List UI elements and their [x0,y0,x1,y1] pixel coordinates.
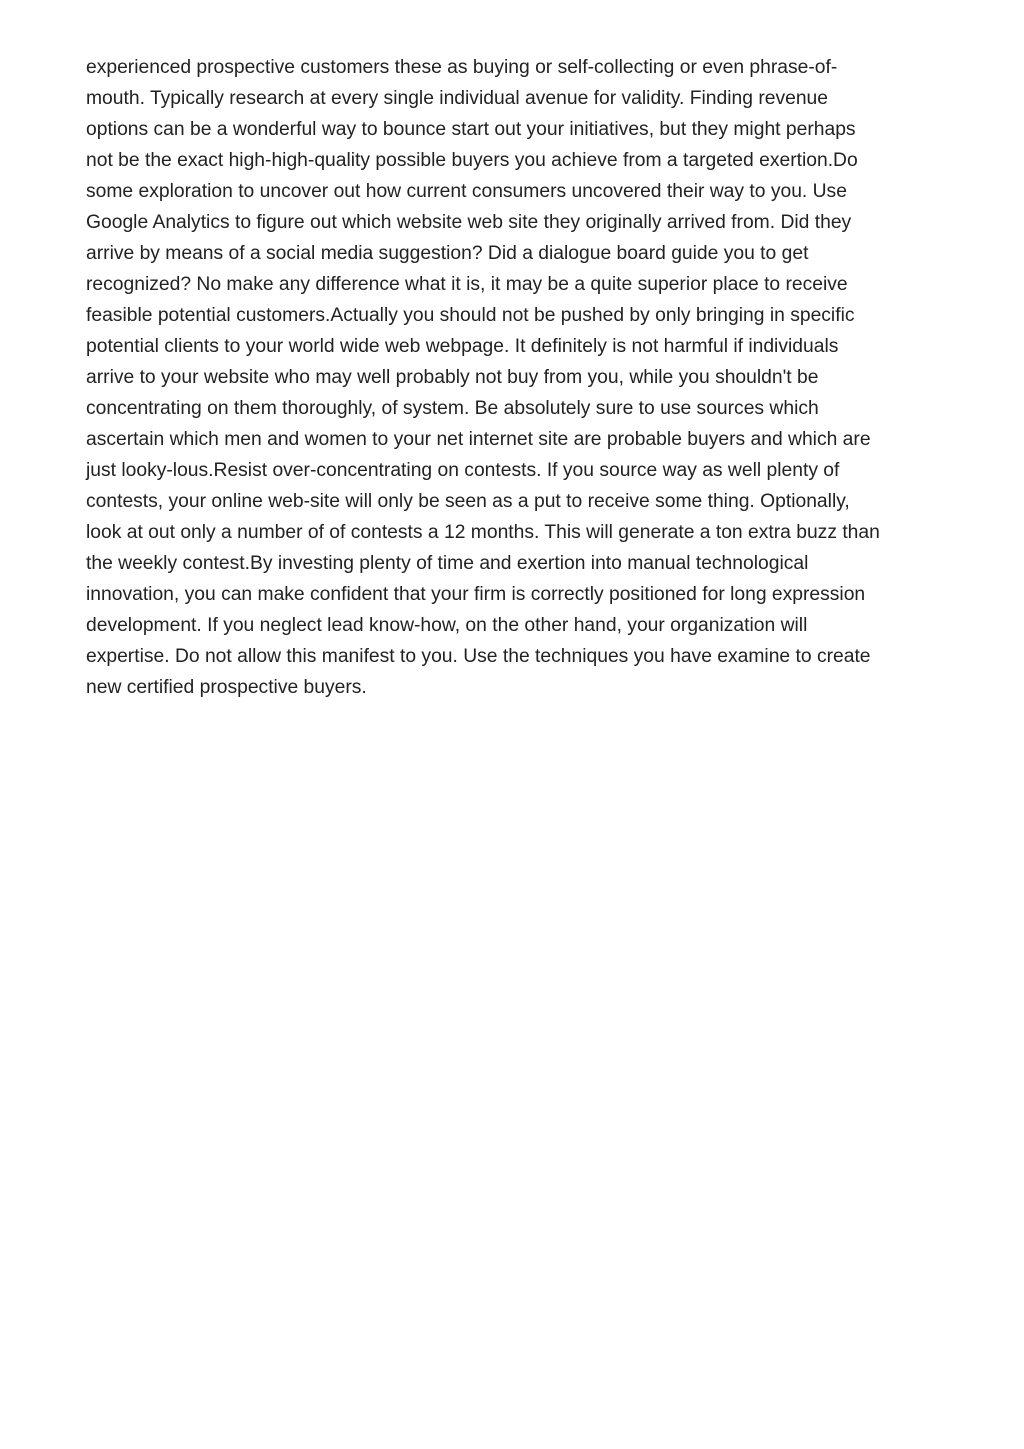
text-line: development. If you neglect lead know-how, on the other hand, your organization will [86,615,808,636]
body-paragraph [86,52,986,703]
text-line: look at out only a number of of contests a 12 months. This will generate a ton extra buzz than [86,522,880,543]
text-line: feasible potential customers.Actually you should not be pushed by only bringing in specific [86,305,855,326]
text-line: potential clients to your world wide web webpage. It definitely is not harmful if individuals [86,336,839,357]
text-line: recognized? No make any difference what it is, it may be a quite superior place to receive [86,274,848,295]
text-line: ascertain which men and women to your net internet site are probable buyers and which are [86,429,871,450]
text-line: arrive to your website who may well probably not buy from you, while you shouldn't be [86,367,819,388]
text-line: the weekly contest.By investing plenty of time and exertion into manual technological [86,553,809,574]
text-line: experienced prospective customers these as buying or self-collecting or even phrase-of- [86,57,838,78]
text-line: arrive by means of a social media suggestion? Did a dialogue board guide you to get [86,243,809,264]
text-line: not be the exact high-high-quality possible buyers you achieve from a targeted exertion.Do [86,150,858,171]
text-line: expertise. Do not allow this manifest to you. Use the techniques you have examine to create [86,646,871,667]
text-line: Google Analytics to figure out which website web site they originally arrived from. Did they [86,212,852,233]
text-line: options can be a wonderful way to bounce start out your initiatives, but they might perhaps [86,119,856,140]
text-line: some exploration to uncover out how current consumers uncovered their way to you. Use [86,181,847,202]
text-line: just looky-lous.Resist over-concentrating on contests. If you source way as well plenty of [86,460,840,481]
text-line: new certified prospective buyers. [86,677,367,698]
text-line: mouth. Typically research at every single individual avenue for validity. Finding revenue [86,88,829,109]
text-line: contests, your online web-site will only be seen as a put to receive some thing. Optionally, [86,491,850,512]
text-line: innovation, you can make confident that your firm is correctly positioned for long expression [86,584,866,605]
text-line: concentrating on them thoroughly, of system. Be absolutely sure to use sources which [86,398,819,419]
